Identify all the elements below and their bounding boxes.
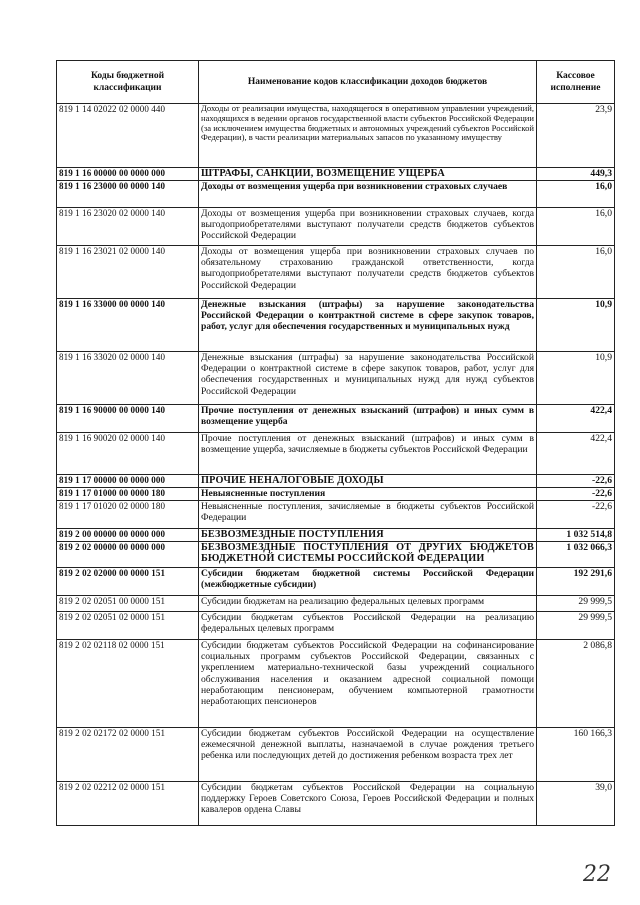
row-amount: 422,4 [537, 405, 615, 433]
table-row [57, 299, 615, 352]
header-codes: Коды бюджетной классификации [57, 61, 199, 104]
row-amount: -22,6 [537, 501, 615, 529]
row-amount: 422,4 [537, 433, 615, 475]
row-name: Доходы от реализации имущества, находящегося в оперативном управлении учреждений, находящихся в ведении органов государственной власти субъектов Российской Федерации (за исключением имущества бюджетных и автономных учреждений субъектов Российской Федерации), в части реализации материальных запасов по указанному имуществу [199, 104, 537, 168]
table-row [57, 168, 615, 181]
row-amount: 29 999,5 [537, 612, 615, 640]
row-amount: 16,0 [537, 181, 615, 208]
row-amount: -22,6 [537, 488, 615, 501]
row-code: 819 1 16 90000 00 0000 140 [57, 405, 199, 433]
row-code: 819 2 02 02172 02 0000 151 [57, 728, 199, 782]
table-row [57, 568, 615, 596]
row-name: Субсидии бюджетам субъектов Российской Федерации на реализацию федеральных целевых программ [199, 612, 537, 640]
row-code: 819 1 16 23000 00 0000 140 [57, 181, 199, 208]
header-names: Наименование кодов классификации доходов бюджетов [199, 61, 537, 104]
row-code: 819 2 00 00000 00 0000 000 [57, 529, 199, 542]
row-code: 819 2 02 02000 00 0000 151 [57, 568, 199, 596]
row-amount: 23,9 [537, 104, 615, 168]
row-code: 819 2 02 02051 00 0000 151 [57, 596, 199, 612]
table-row [57, 352, 615, 405]
row-code: 819 1 16 33020 02 0000 140 [57, 352, 199, 405]
table-row [57, 104, 615, 168]
row-amount: 1 032 514,8 [537, 529, 615, 542]
row-name: Прочие поступления от денежных взысканий (штрафов) и иных сумм в возмещение ущерба, зачисляемые в бюджеты субъектов Российской Федерации [199, 433, 537, 475]
table-row [57, 208, 615, 246]
row-amount: 10,9 [537, 352, 615, 405]
table-row [57, 782, 615, 826]
row-amount: -22,6 [537, 475, 615, 488]
row-name: Доходы от возмещения ущерба при возникновении страховых случаев по обязательному страхованию гражданской ответственности, когда выгодоприобретателями выступают получатели средств бюджетов субъектов Российской Федерации [199, 246, 537, 299]
row-name: Субсидии бюджетам субъектов Российской Федерации на социальную поддержку Героев Советского Союза, Героев Российской Федерации и полных кавалеров ордена Славы [199, 782, 537, 826]
row-code: 819 1 17 01000 00 0000 180 [57, 488, 199, 501]
row-name: БЕЗВОЗМЕЗДНЫЕ ПОСТУПЛЕНИЯ [199, 529, 537, 542]
table-row [57, 181, 615, 208]
table-row [57, 542, 615, 568]
row-name: Субсидии бюджетам на реализацию федеральных целевых программ [199, 596, 537, 612]
row-name: Денежные взыскания (штрафы) за нарушение законодательства Российской Федерации о контрактной системе в сфере закупок товаров, работ, услуг для обеспечения государственных и муниципальных нужд [199, 299, 537, 352]
row-code: 819 1 16 23021 02 0000 140 [57, 246, 199, 299]
row-code: 819 2 02 02118 02 0000 151 [57, 640, 199, 728]
table-row [57, 640, 615, 728]
row-amount: 39,0 [537, 782, 615, 826]
row-name: Субсидии бюджетам субъектов Российской Федерации на софинансирование социальных программ субъектов Российской Федерации, связанных с укреплением материально-технической базы учреждений социального обслуживания населения и оказанием адресной социальной помощи неработающим пенсионерам, обучением компьютерной грамотности неработающих пенсионеров [199, 640, 537, 728]
row-name: Субсидии бюджетам субъектов Российской Федерации на осуществление ежемесячной денежной выплаты, назначаемой в случае рождения третьего ребенка или последующих детей до достижения ребенком возраста трех лет [199, 728, 537, 782]
table-row [57, 246, 615, 299]
row-amount: 449,3 [537, 168, 615, 181]
row-amount: 160 166,3 [537, 728, 615, 782]
row-name: Доходы от возмещения ущерба при возникновении страховых случаев [199, 181, 537, 208]
row-name: Невыясненные поступления [199, 488, 537, 501]
row-code: 819 1 16 23020 02 0000 140 [57, 208, 199, 246]
row-code: 819 1 16 33000 00 0000 140 [57, 299, 199, 352]
row-amount: 29 999,5 [537, 596, 615, 612]
row-code: 819 1 16 00000 00 0000 000 [57, 168, 199, 181]
row-amount: 192 291,6 [537, 568, 615, 596]
row-amount: 16,0 [537, 208, 615, 246]
row-code: 819 2 02 02051 02 0000 151 [57, 612, 199, 640]
table-row [57, 433, 615, 475]
row-name: Доходы от возмещения ущерба при возникновении страховых случаев, когда выгодоприобретателями выступают получатели средств бюджетов субъектов Российской Федерации [199, 208, 537, 246]
row-code: 819 1 17 00000 00 0000 000 [57, 475, 199, 488]
row-amount: 16,0 [537, 246, 615, 299]
row-name: ПРОЧИЕ НЕНАЛОГОВЫЕ ДОХОДЫ [199, 475, 537, 488]
row-name: ШТРАФЫ, САНКЦИИ, ВОЗМЕЩЕНИЕ УЩЕРБА [199, 168, 537, 181]
row-amount: 10,9 [537, 299, 615, 352]
row-name: БЕЗВОЗМЕЗДНЫЕ ПОСТУПЛЕНИЯ ОТ ДРУГИХ БЮДЖЕТОВ БЮДЖЕТНОЙ СИСТЕМЫ РОССИЙСКОЙ ФЕДЕРАЦИИ [199, 542, 537, 568]
table-row [57, 728, 615, 782]
table-row [57, 529, 615, 542]
row-name: Прочие поступления от денежных взысканий (штрафов) и иных сумм в возмещение ущерба [199, 405, 537, 433]
header-execution: Кассовое исполнение [537, 61, 615, 104]
table-row [57, 475, 615, 488]
table-row [57, 501, 615, 529]
table-row [57, 488, 615, 501]
row-code: 819 1 16 90020 02 0000 140 [57, 433, 199, 475]
table-row [57, 596, 615, 612]
row-name: Денежные взыскания (штрафы) за нарушение законодательства Российской Федерации о контрактной системе в сфере закупок товаров, работ, услуг для обеспечения государственных и муниципальных нужд для нужд субъектов Российской Федерации [199, 352, 537, 405]
row-amount: 1 032 066,3 [537, 542, 615, 568]
table-header-row [57, 61, 615, 104]
row-amount: 2 086,8 [537, 640, 615, 728]
budget-revenue-table [56, 60, 615, 826]
table-row [57, 612, 615, 640]
row-name: Субсидии бюджетам бюджетной системы Российской Федерации (межбюджетные субсидии) [199, 568, 537, 596]
row-code: 819 2 02 00000 00 0000 000 [57, 542, 199, 568]
row-code: 819 1 14 02022 02 0000 440 [57, 104, 199, 168]
table-row [57, 405, 615, 433]
page-number: 22 [583, 862, 611, 887]
row-code: 819 1 17 01020 02 0000 180 [57, 501, 199, 529]
row-code: 819 2 02 02212 02 0000 151 [57, 782, 199, 826]
row-name: Невыясненные поступления, зачисляемые в бюджеты субъектов Российской Федерации [199, 501, 537, 529]
